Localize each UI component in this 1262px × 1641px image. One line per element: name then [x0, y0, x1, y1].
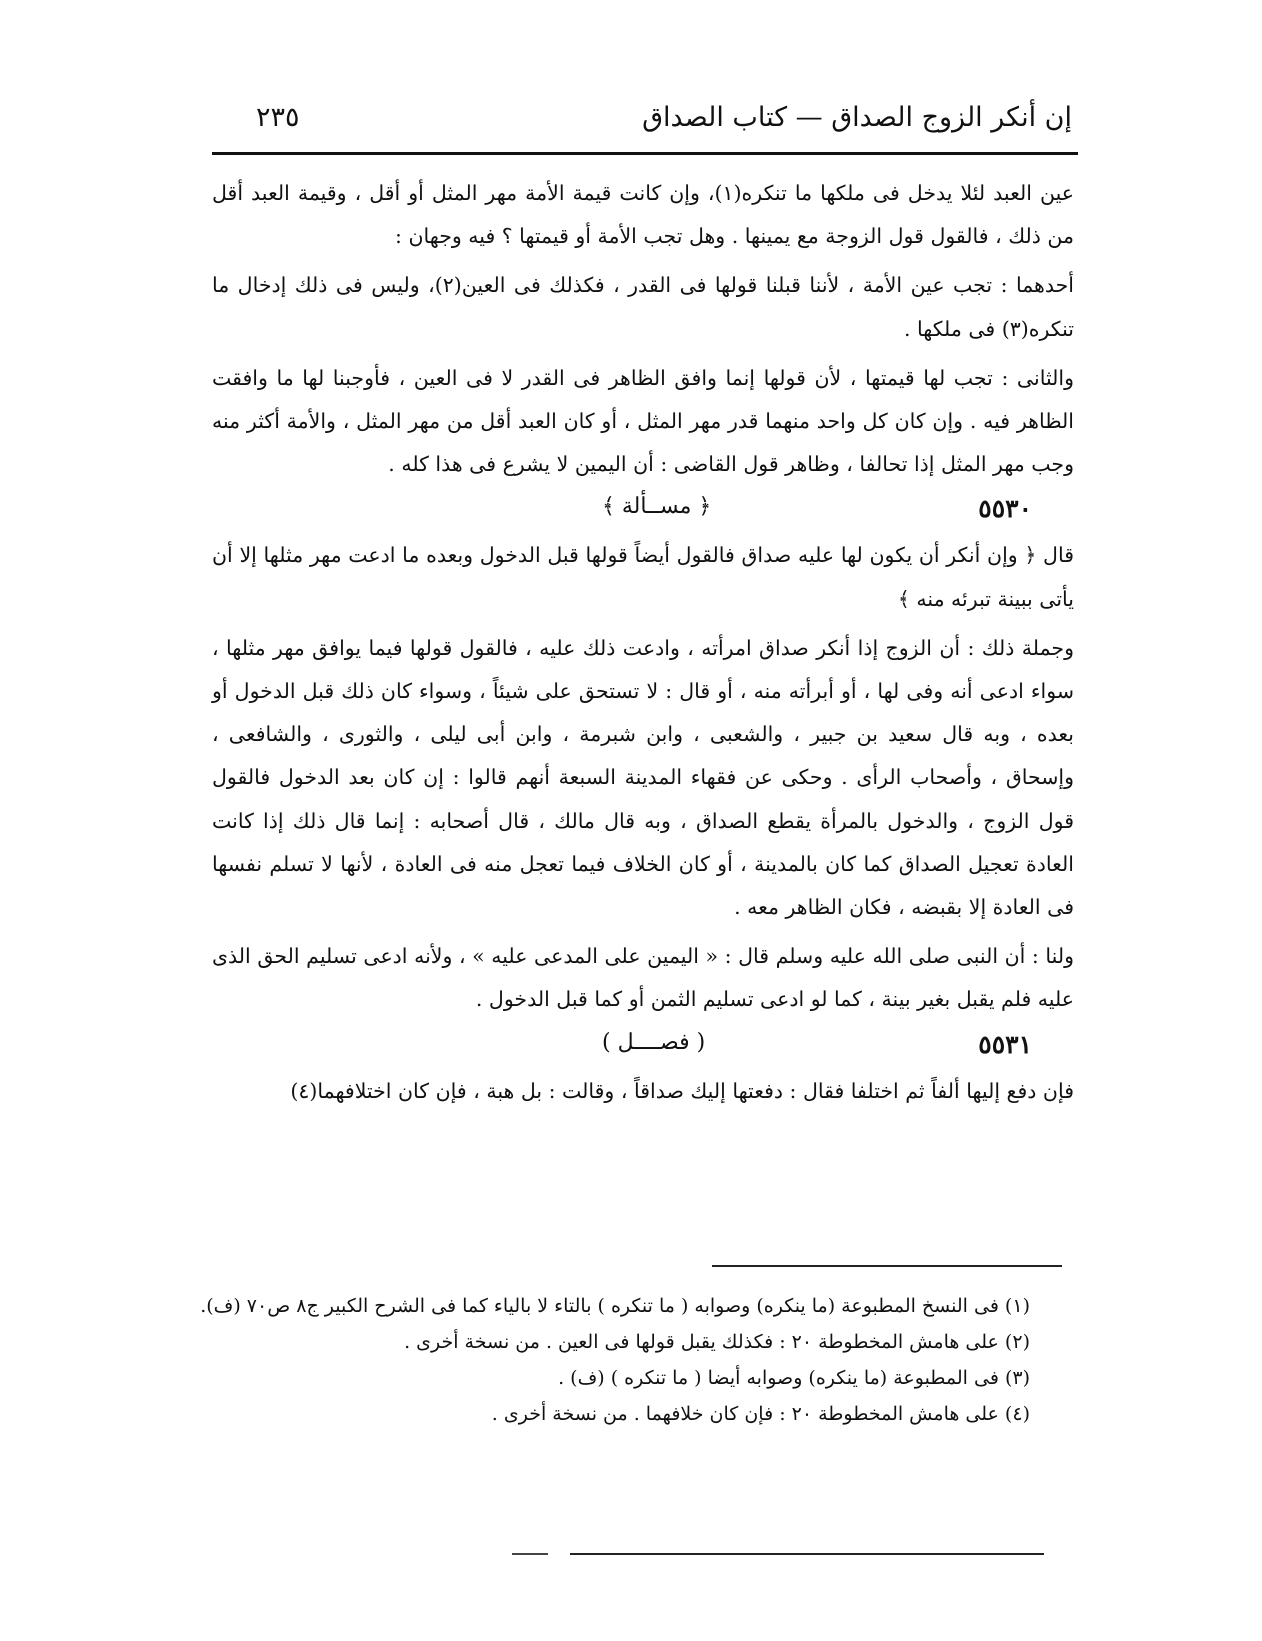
- footnote-separator: [712, 1265, 1062, 1267]
- section-label: ( فصــــل ): [602, 1029, 706, 1055]
- paragraph-4: قال ﴿ وإن أنكر أن يكون لها عليه صداق فالقول أيضاً قولها قبل الدخول وبعده ما ادعت مهر مثلها إلا أن يأتى ببينة تبرئه منه ﴾: [212, 543, 1074, 611]
- paragraph-5: وجملة ذلك : أن الزوج إذا أنكر صداق امرأته ، وادعت ذلك عليه ، فالقول قولها فيما يوافق مهر مثلها ، سواء ادعى أنه وفى لها ، أو أبرأته منه ، أو قال : لا تستحق على شيئاً ، وسواء كان ذلك قبل الدخول أو بعده ، وبه قال سعيد بن جبير ، والشعبى ، وابن شبرمة ، وابن أبى ليلى ، والثورى ، والشافعى ، وإسحاق ، وأصحاب الرأى . وحكى عن فقهاء المدينة السبعة أنهم قالوا : إن كان بعد الدخول فالقول قول الزوج ، والدخول بالمرأة يقطع الصداق ، وبه قال مالك ، قال أصحابه : إنما قال ذلك إذا كانت العادة تعجيل الصداق كما كان بالمدينة ، أو كان الخلاف فيما تعجل منه فى العادة ، لأنها لا تسلم نفسها فى العادة إلا بقبضه ، فكان الظاهر معه .: [212, 635, 1074, 920]
- footnote-1: (١) فى النسخ المطبوعة (ما ينكره) وصوابه ( ما تنكره ) بالتاء لا بالياء كما فى الشرح الكبير ج٨ ص٧٠ (ف).: [200, 1295, 1030, 1317]
- section-number: ٥٥٣٠: [978, 494, 1032, 524]
- section-number: ٥٥٣١: [978, 1029, 1032, 1059]
- running-title: إن أنكر الزوج الصداق — كتاب الصداق: [642, 102, 1072, 133]
- header-rule: [212, 152, 1078, 155]
- paragraph-1: عين العبد لئلا يدخل فى ملكها ما تنكره(١)، وإن كانت قيمة الأمة مهر المثل أو أقل ، وقيمة العبد أقل من ذلك ، فالقول قول الزوجة مع يمينها . وهل تجب الأمة أو قيمتها ؟ فيه وجهان :: [212, 181, 1074, 249]
- paragraph-3: والثانى : تجب لها قيمتها ، لأن قولها إنما وافق الظاهر فى القدر لا فى العين ، فأوجبنا لها ما وافقت الظاهر فيه . وإن كان كل واحد منهما قدر مهر المثل ، أو كان العبد أقل من مهر المثل ، والأمة أكثر منه وجب مهر المثل إذا تحالفا ، وظاهر قول القاضى : أن اليمين لا يشرع فى هذا كله .: [212, 365, 1074, 477]
- paragraph-2: أحدهما : تجب عين الأمة ، لأننا قبلنا قولها فى القدر ، فكذلك فى العين(٢)، وليس فى ذلك إدخال ما تنكره(٣) فى ملكها .: [212, 273, 1074, 341]
- page-number: ٢٣٥: [256, 102, 300, 133]
- bottom-dash: [512, 1553, 548, 1555]
- page-header: [212, 100, 1072, 148]
- paragraph-6: ولنا : أن النبى صلى الله عليه وسلم قال : « اليمين على المدعى عليه » ، ولأنه ادعى تسليم الحق الذى عليه فلم يقبل بغير بينة ، كما لو ادعى تسليم الثمن أو كما قبل الدخول .: [212, 944, 1074, 1012]
- bottom-rule: [570, 1553, 1044, 1555]
- footnote-3: (٣) فى المطبوعة (ما ينكره) وصوابه أيضا ( ما تنكره ) (ف) .: [558, 1367, 1030, 1389]
- section-heading-masala: [212, 486, 1074, 534]
- section-label: ﴿ مســألة ﴾: [602, 494, 712, 520]
- main-text: [212, 172, 1074, 1113]
- paragraph-7: فإن دفع إليها ألفاً ثم اختلفا فقال : دفعتها إليك صداقاً ، وقالت : بل هبة ، فإن كان اختلافهما(٤): [290, 1078, 1074, 1103]
- footnote-2: (٢) على هامش المخطوطة ٢٠ : فكذلك يقبل قولها فى العين . من نسخة أخرى .: [404, 1331, 1030, 1353]
- footnote-4: (٤) على هامش المخطوطة ٢٠ : فإن كان خلافهما . من نسخة أخرى .: [491, 1403, 1030, 1425]
- section-heading-fasl: [212, 1022, 1074, 1070]
- footnotes: [200, 1288, 1030, 1432]
